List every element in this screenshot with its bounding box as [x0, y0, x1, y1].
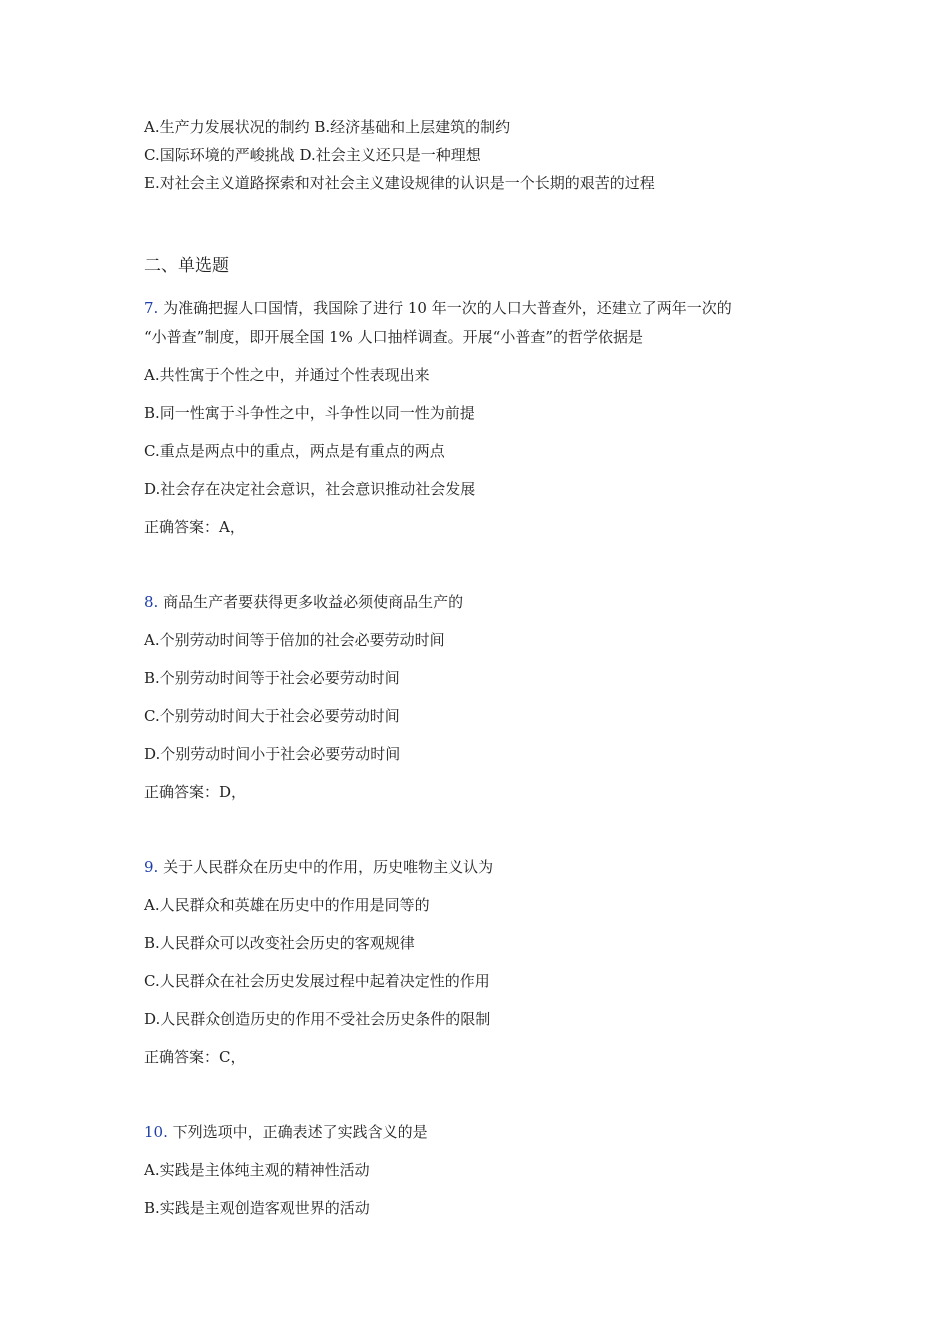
question-stem: 为准确把握人口国情，我国除了进行 10 年一次的人口大普查外，还建立了两年一次的: [158, 299, 732, 317]
question-number: 10.: [144, 1123, 168, 1141]
question-9-option-d: D.人民群众创造历史的作用不受社会历史条件的限制: [144, 1010, 491, 1028]
question-7-option-a: A.共性寓于个性之中，并通过个性表现出来: [144, 366, 430, 384]
question-8-option-d: D.个别劳动时间小于社会必要劳动时间: [144, 745, 401, 763]
question-stem: 关于人民群众在历史中的作用，历史唯物主义认为: [158, 858, 494, 876]
question-10-option-a: A.实践是主体纯主观的精神性活动: [144, 1161, 370, 1179]
question-7-stem-line-1: [144, 298, 732, 318]
question-number: 8.: [144, 593, 159, 611]
question-stem: 商品生产者要获得更多收益必须使商品生产的: [158, 593, 464, 611]
question-8-option-b: B.个别劳动时间等于社会必要劳动时间: [144, 669, 400, 687]
question-7-stem-line-2: “小普查”制度，即开展全国 1% 人口抽样调查。开展“小普查”的哲学依据是: [144, 328, 644, 346]
question-9-answer: 正确答案：C，: [144, 1048, 246, 1066]
question-number: 9.: [144, 858, 159, 876]
question-9-option-a: A.人民群众和英雄在历史中的作用是同等的: [144, 896, 430, 914]
question-10-option-b: B.实践是主观创造客观世界的活动: [144, 1199, 370, 1217]
question-7-answer: 正确答案：A，: [144, 518, 245, 536]
question-9-option-b: B.人民群众可以改变社会历史的客观规律: [144, 934, 415, 952]
question-number: 7.: [144, 299, 159, 317]
prev-option-line-1: A.生产力发展状况的制约 B.经济基础和上层建筑的制约: [144, 118, 511, 136]
question-8-stem: [144, 592, 463, 612]
question-7-option-c: C.重点是两点中的重点，两点是有重点的两点: [144, 442, 445, 460]
section-title: 二、单选题: [144, 256, 229, 276]
question-7-option-b: B.同一性寓于斗争性之中，斗争性以同一性为前提: [144, 404, 475, 422]
question-10-stem: [144, 1122, 428, 1142]
question-8-option-c: C.个别劳动时间大于社会必要劳动时间: [144, 707, 400, 725]
question-8-answer: 正确答案：D，: [144, 783, 247, 801]
question-9-stem: [144, 857, 493, 877]
question-8-option-a: A.个别劳动时间等于倍加的社会必要劳动时间: [144, 631, 445, 649]
prev-option-line-2: C.国际环境的严峻挑战 D.社会主义还只是一种理想: [144, 146, 481, 164]
question-stem: 下列选项中，正确表述了实践含义的是: [167, 1123, 428, 1141]
question-9-option-c: C.人民群众在社会历史发展过程中起着决定性的作用: [144, 972, 490, 990]
prev-option-line-3: E.对社会主义道路探索和对社会主义建设规律的认识是一个长期的艰苦的过程: [144, 174, 655, 192]
question-7-option-d: D.社会存在决定社会意识，社会意识推动社会发展: [144, 480, 476, 498]
